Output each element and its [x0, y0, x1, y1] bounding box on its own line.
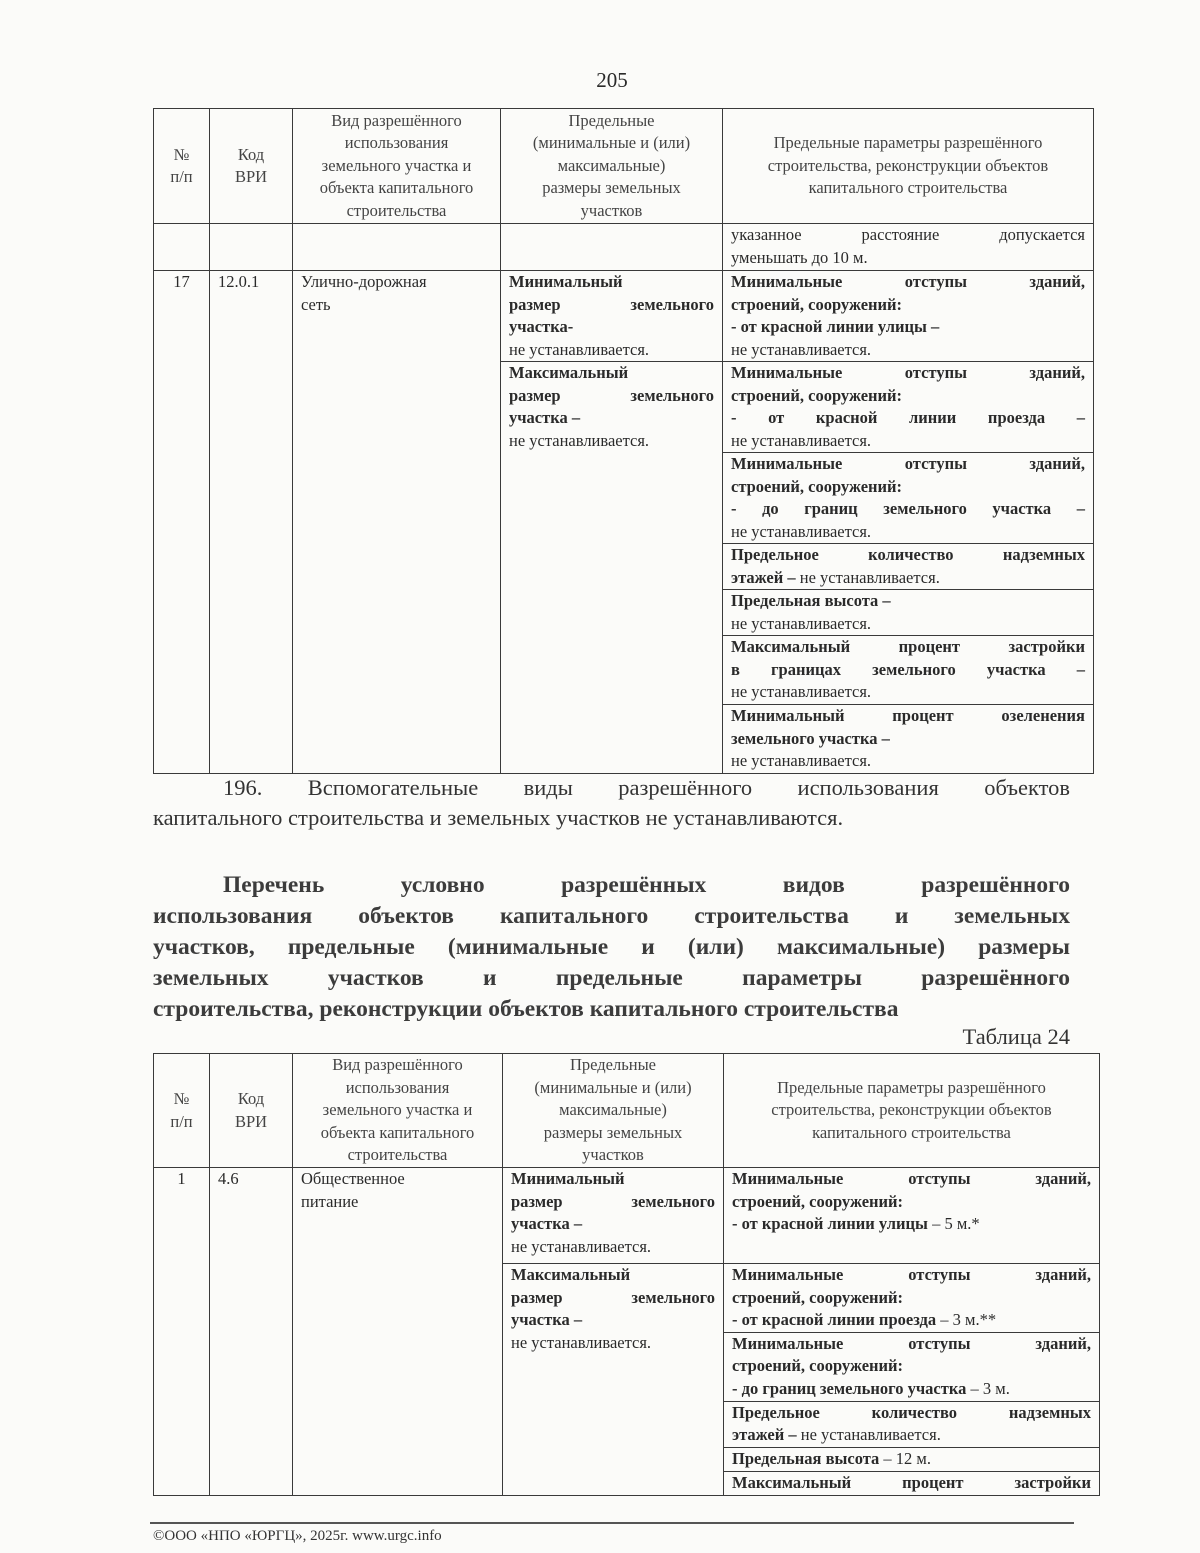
table-24 — [153, 1053, 1100, 1496]
row-code: 4.6 — [210, 1168, 293, 1496]
params-cell: Максимальный процент застройки в границах земельного участка – не устанавливается. — [723, 636, 1094, 705]
params-cell: Минимальные отступы зданий, строений, сооружений: - от красной линии улицы – 5 м.* — [724, 1168, 1100, 1264]
header-params: Предельные параметры разрешённого строительства, реконструкции объектов капитального строительства — [724, 1054, 1100, 1168]
min-size-cell: Минимальный размер земельного участка – не устанавливается. — [503, 1168, 724, 1264]
params-cell: Максимальный процент застройки — [724, 1471, 1100, 1495]
row-code: 12.0.1 — [210, 271, 293, 774]
max-size-cell: Максимальный размер земельного участка – не устанавливается. — [501, 362, 723, 774]
header-kind: Вид разрешённого использования земельного участка и объекта капитального строительства — [293, 1054, 503, 1168]
header-num: № п/п — [154, 109, 210, 224]
header-kind: Вид разрешённого использования земельного участка и объекта капитального строительства — [293, 109, 501, 224]
paragraph-196: 196. Вспомогательные виды разрешённого использования объектов капитального строительства и земельных участков не устанавливаются. — [153, 775, 1070, 830]
row-number: 17 — [154, 271, 210, 774]
row-kind: Общественное питание — [293, 1168, 503, 1496]
header-num: № п/п — [154, 1054, 210, 1168]
table-row — [154, 1168, 1100, 1264]
params-cell: Предельное количество надземных этажей – не устанавливается. — [724, 1401, 1100, 1447]
max-size-cell: Максимальный размер земельного участка – не устанавливается. — [503, 1264, 724, 1496]
table-row — [154, 224, 1094, 271]
section-heading: Перечень условно разрешённых видов разрешённого использования объектов капитального строительства и земельных участков, предельные (минимальные и (или) максимальные) размеры земельных участков и предельные параметры разрешённого строительства, реконструкции объектов капитального строительства — [153, 872, 1070, 1022]
row-number: 1 — [154, 1168, 210, 1496]
table-row — [154, 271, 1094, 362]
params-cell: Минимальный процент озеленения земельного участка – не устанавливается. — [723, 705, 1094, 774]
header-code: Код ВРИ — [210, 1054, 293, 1168]
params-cell: Минимальные отступы зданий, строений, сооружений: - от красной линии проезда – 3 м.** — [724, 1264, 1100, 1333]
params-cell: Минимальные отступы зданий, строений, сооружений: - от красной линии проезда – не устанавливается. — [723, 362, 1094, 453]
footer-divider — [150, 1522, 1074, 1524]
params-cell: Предельная высота – не устанавливается. — [723, 590, 1094, 636]
params-cell: Минимальные отступы зданий, строений, сооружений: - до границ земельного участка – не устанавливается. — [723, 453, 1094, 544]
params-cell: Предельное количество надземных этажей – не устанавливается. — [723, 544, 1094, 590]
zoning-table-continued — [153, 108, 1094, 774]
min-size-cell: Минимальный размер земельного участка- не устанавливается. — [501, 271, 723, 362]
page-number: 205 — [596, 68, 628, 92]
params-cell: Минимальные отступы зданий, строений, сооружений: - от красной линии улицы – не устанавливается. — [723, 271, 1094, 362]
params-cell: Предельная высота – 12 м. — [724, 1447, 1100, 1471]
footer-copyright: ©ООО «НПО «ЮРГЦ», 2025г. www.urgc.info — [153, 1528, 442, 1544]
header-size: Предельные (минимальные и (или) максимальные) размеры земельных участков — [501, 109, 723, 224]
table-label: Таблица 24 — [962, 1024, 1070, 1049]
params-cell: указанное расстояние допускается уменьшать до 10 м. — [723, 224, 1094, 271]
table-header-row — [154, 109, 1094, 224]
header-code: Код ВРИ — [210, 109, 293, 224]
params-cell: Минимальные отступы зданий, строений, сооружений: - до границ земельного участка – 3 м. — [724, 1332, 1100, 1401]
row-kind: Улично-дорожная сеть — [293, 271, 501, 774]
header-params: Предельные параметры разрешённого строительства, реконструкции объектов капитального строительства — [723, 109, 1094, 224]
header-size: Предельные (минимальные и (или) максимальные) размеры земельных участков — [503, 1054, 724, 1168]
table-header-row — [154, 1054, 1100, 1168]
